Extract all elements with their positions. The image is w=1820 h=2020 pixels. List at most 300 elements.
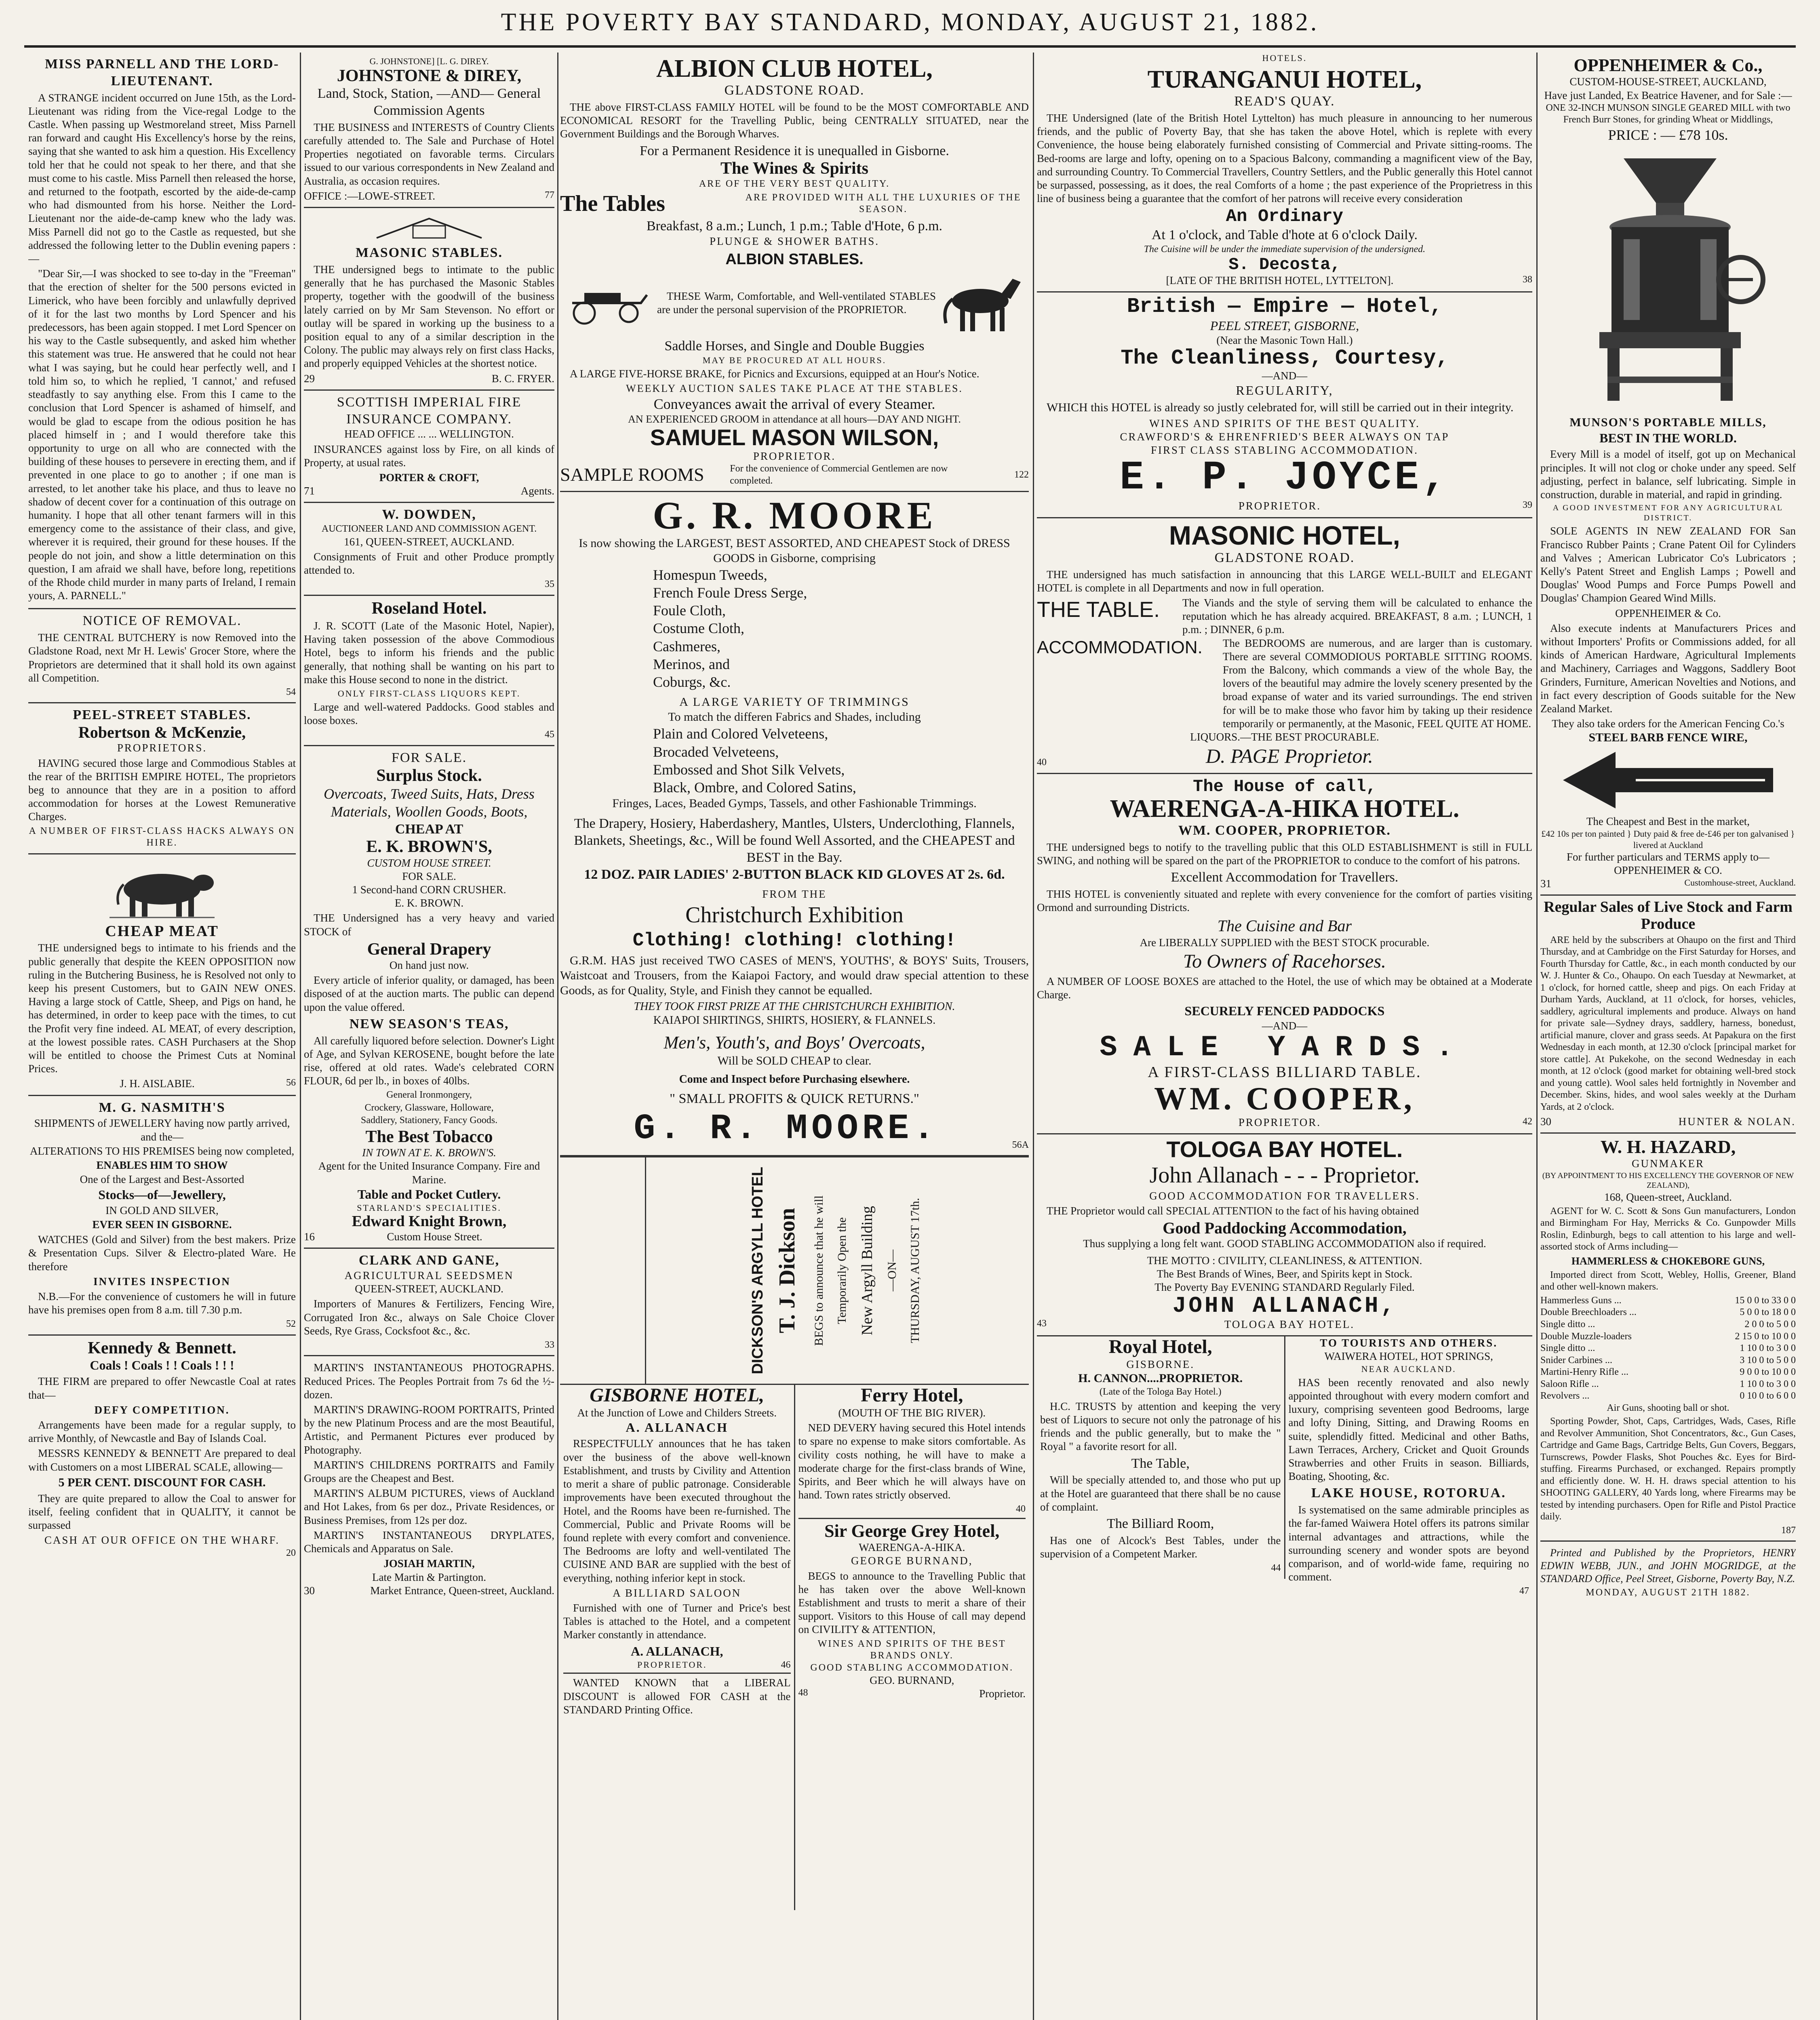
- gun-name: Single ditto ...: [1540, 1343, 1595, 1354]
- ad-cheap-meat: [28, 854, 296, 1096]
- ad-line: HEAD OFFICE ... ... WELLINGTON.: [344, 428, 514, 440]
- ad-line: ENABLES HIM TO SHOW: [96, 1159, 228, 1171]
- ad-line: ALTERATIONS TO HIS PREMISES being now completed,: [29, 1145, 295, 1157]
- article-title: MISS PARNELL AND THE LORD-LIEUTENANT.: [45, 57, 279, 88]
- ad-text: MARTIN'S INSTANTANEOUS PHOTOGRAPHS. Reduced Prices. The Peoples Portrait from 7s 6d the ½-dozen.: [304, 1361, 554, 1401]
- ad-line: E. K. BROWN'S,: [366, 837, 492, 856]
- ad-text: Consignments of Fruit and other Produce promptly attended to.: [304, 550, 554, 577]
- ad-signature: T. J. Dickson: [775, 1208, 800, 1334]
- ad-line: CHEAP AT: [395, 821, 463, 837]
- ad-text: Every article of inferior quality, or damaged, has been disposed of at the auction marts. The public can depend upon the value offered.: [304, 974, 554, 1013]
- gun-name: Snider Carbines ...: [1540, 1355, 1612, 1366]
- list-item: French Foule Dress Serge,: [653, 584, 807, 601]
- column-3: [560, 53, 1029, 2020]
- ad-line: The Tables: [560, 191, 665, 217]
- table-row: [1540, 1319, 1796, 1331]
- ad-line: " SMALL PROFITS & QUICK RETURNS.": [670, 1091, 919, 1107]
- ad-british-empire-hotel: [1037, 292, 1532, 518]
- ad-line: LIQUORS.—THE BEST PROCURABLE.: [1190, 731, 1379, 743]
- ad-line: REGULARITY,: [1236, 383, 1333, 398]
- ad-signature: Edward Knight Brown,: [352, 1213, 507, 1230]
- ad-signature: G. R. MOORE.: [634, 1109, 939, 1149]
- gun-price: 1 10 0 to 3 0 0: [1740, 1343, 1796, 1354]
- ad-line: Breakfast, 8 a.m.; Lunch, 1 p.m.; Table d'Hote, 6 p.m.: [646, 218, 943, 234]
- ad-line: Clothing! clothing! clothing!: [632, 930, 956, 951]
- ad-row-bottom: [560, 1385, 1029, 1910]
- ad-line: AGRICULTURAL SEEDSMEN: [344, 1269, 514, 1281]
- section-label: HOTELS.: [1262, 53, 1307, 63]
- ad-line: For a Permanent Residence it is unequalled in Gisborne.: [640, 143, 949, 158]
- ad-gisborne-hotel: [560, 1385, 794, 1910]
- ad-line: The Cuisine and Bar: [1217, 917, 1352, 935]
- ad-text: WHICH this HOTEL is already so justly celebrated for, will still be carried out in their integrity.: [1047, 400, 1514, 414]
- ad-signature: OPPENHEIMER & Co.: [1615, 607, 1721, 619]
- ad-signature: PORTER & CROFT,: [379, 471, 479, 484]
- ad-line: A LARGE VARIETY OF TRIMMINGS: [679, 695, 910, 709]
- ad-line: NEW SEASON'S TEAS,: [349, 1016, 509, 1031]
- ad-number: 71: [304, 485, 315, 497]
- ad-text: H.C. TRUSTS by attention and keeping the very best of Liquors to secure not only the patronage of his friends and the public generally, but to make the " Royal " a favorite resort for all.: [1040, 1400, 1281, 1453]
- ad-subtitle: ALBION STABLES.: [725, 250, 864, 268]
- ad-title: TO TOURISTS AND OTHERS.: [1320, 1337, 1498, 1349]
- ad-number: 187: [1781, 1525, 1796, 1536]
- ad-line: Air Guns, shooting ball or shot.: [1607, 1402, 1729, 1413]
- ad-number: 48: [798, 1688, 808, 1698]
- ad-line: To match the differen Fabrics and Shades, including: [668, 710, 921, 724]
- list-item: Embossed and Shot Silk Velvets,: [653, 761, 845, 778]
- ad-line: STARLAND'S SPECIALITIES.: [357, 1203, 501, 1213]
- ad-line: GLADSTONE ROAD.: [1214, 550, 1355, 565]
- ad-text: NED DEVERY having secured this Hotel intends to spare no expense to make sitors comfortable. As civility costs nothing, he will have to make a moderate charge for the first-class brands of Wine, Spirits, and Beer which he will always have on hand. Town rates strictly observed.: [798, 1422, 1026, 1501]
- imprint: [1540, 1542, 1796, 1603]
- column-4: [1037, 53, 1532, 2020]
- ad-ek-brown: [304, 746, 554, 1249]
- stable-ornament-icon: [369, 214, 490, 242]
- ad-line: G. JOHNSTONE] [L. G. DIREY.: [369, 56, 489, 66]
- ad-text: The BEDROOMS are numerous, and are larger than is customary. There are several COMMODIOUS PORTABLE SITTING ROOMS. From the Balcony, which commands a view of the whole Bay, the lovers of the beautiful may admire the lovely scenery presented by the broad expanse of water and its varied surroundings. The end striven for will be to make those who favor him by taking up their residence temporarily or permanently, at the Masonic, FEEL QUITE AT HOME.: [1223, 637, 1532, 730]
- ad-line: FIRST CLASS STABLING ACCOMMODATION.: [1151, 444, 1418, 457]
- ad-text: THE Undersigned (late of the British Hotel Lyttelton) has much pleasure in announcing to her numerous friends, and the public of Poverty Bay, that she has taken the above Hotel, which is replete with every Convenience, the house being elaborately furnished consisting of Commercial and Private sitting-rooms. The Bed-rooms are large and lofty, opening on to a Spacious Balcony, commanding a magnificent view of the Bay, and surrounding Country. To Commercial Travellers, Country Settlers, and the Public generally this Hotel cannot be surpassed, possessing, as it does, the real Comforts of a home ; the past experience of the Proprietress in this line of business being a guarantee that the comfort of her patrons will receive every consideration: [1037, 112, 1532, 205]
- ad-text: HAVING secured those large and Commodious Stables at the rear of the BRITISH EMPIRE HOTEL, The proprietors beg to announce that they are in a position to afford accommodation for horses at the Lowest Remunerative Charges.: [28, 757, 296, 823]
- ad-text: All carefully liquored before selection. Downer's Light of Age, and Sylvan KEROSENE, bought before the late rise, offered at old rates. Wade's celebrated CORN FLOUR, 6d per lb., in boxes of 40lbs.: [304, 1034, 554, 1087]
- ad-text: THE undersigned begs to notify to the travelling public that this OLD ESTABLISHMENT is still in FULL SWING, and nothing will be spared on the part of the PROPRIETOR to conduce to the comfort of his patrons.: [1037, 841, 1532, 867]
- ad-line: QUEEN-STREET, AUCKLAND.: [355, 1283, 503, 1295]
- gun-price: 15 0 0 to 33 0 0: [1735, 1295, 1796, 1306]
- ad-signature: GEO. BURNAND,: [870, 1674, 954, 1687]
- ad-title: ALBION CLUB HOTEL,: [656, 55, 933, 82]
- ad-line: HAMMERLESS & CHOKEBORE GUNS,: [1571, 1255, 1765, 1267]
- ad-line: Market Entrance, Queen-street, Auckland.: [370, 1584, 554, 1597]
- ad-role: Late Martin & Partington.: [372, 1571, 486, 1583]
- ad-number: 33: [545, 1339, 554, 1350]
- ad-line: Temporarily Open the: [835, 1217, 849, 1324]
- ad-line: WINES AND SPIRITS OF THE BEST QUALITY.: [1149, 417, 1420, 429]
- ad-line: Agent for the United Insurance Company. Fire and Marine.: [318, 1160, 540, 1186]
- ad-text: MARTIN'S INSTANTANEOUS DRYPLATES, Chemicals and Apparatus on Sale.: [304, 1529, 554, 1555]
- ad-line: Table and Pocket Cutlery.: [357, 1187, 501, 1201]
- ad-line: (BY APPOINTMENT TO HIS EXCELLENCY THE GOVERNOR OF NEW ZEALAND),: [1542, 1171, 1794, 1190]
- ad-number: 44: [1271, 1563, 1281, 1574]
- ad-text: MARTIN'S DRAWING-ROOM PORTRAITS, Printed by the new Platinum Process and are the most Beautiful, Artistic, and Permanent Pictures ever produced by Photography.: [304, 1403, 554, 1456]
- ad-signature: GEORGE BURNAND,: [851, 1555, 973, 1567]
- ad-line: General Drapery: [367, 940, 491, 959]
- ad-title: Sir George Grey Hotel,: [824, 1521, 1000, 1541]
- ad-text: THE Undersigned has a very heavy and varied STOCK of: [304, 912, 554, 938]
- ad-signature: SAMUEL MASON WILSON,: [650, 424, 939, 450]
- ad-line: John Allanach - - - Proprietor.: [1149, 1163, 1420, 1188]
- ad-line: IN GOLD AND SILVER,: [105, 1204, 219, 1216]
- ad-line: Is now showing the LARGEST, BEST ASSORTED, AND CHEAPEST Stock of DRESS GOODS in Gisborne, comprising: [579, 536, 1010, 565]
- ad-line: Customhouse-street, Auckland.: [1684, 877, 1796, 888]
- ad-line: CUSTOM-HOUSE-STREET, AUCKLAND,: [1569, 76, 1767, 88]
- imprint-date: MONDAY, AUGUST 21TH 1882.: [1586, 1587, 1750, 1598]
- ad-signature: A. ALLANACH,: [631, 1643, 723, 1658]
- ad-line: The Best Tobacco: [365, 1127, 493, 1146]
- column-rule: [557, 53, 558, 2020]
- ad-text: J. R. SCOTT (Late of the Masonic Hotel, Napier), Having taken possession of the above Commodious Hotel, begs to inform his friends and the public generally, that nothing shall be wanting on his part to make this House second to none in the district.: [304, 620, 554, 686]
- ad-line: Saddlery, Stationery, Fancy Goods.: [360, 1115, 498, 1126]
- ad-text: Importers of Manures & Fertilizers, Fencing Wire, Corrugated Iron &c., always on Sale Choice Clover Seeds, Rye Grass, Cocksfoot &c., &c.: [304, 1298, 554, 1337]
- ad-role: GUNMAKER: [1631, 1157, 1704, 1170]
- ad-line: MUNSON'S PORTABLE MILLS,: [1569, 416, 1767, 429]
- gun-name: Single ditto ...: [1540, 1319, 1595, 1330]
- ad-text: INSURANCES against loss by Fire, on all kinds of Property, at usual rates.: [304, 443, 554, 469]
- ad-text: THE above FIRST-CLASS FAMILY HOTEL will be found to be the MOST COMFORTABLE AND ECONOMICAL RESORT for the Travelling Public, being CENTRALLY SITUATED, near the Government Buildings and the Borough Wharves.: [560, 101, 1029, 140]
- ad-line: Stocks—of—Jewellery,: [98, 1187, 226, 1202]
- ad-line: AN EXPERIENCED GROOM in attendance at all hours—DAY AND NIGHT.: [628, 413, 961, 425]
- column-rule: [300, 53, 301, 2020]
- horse-illustration-icon: [936, 271, 1029, 335]
- ad-text: MARTIN'S ALBUM PICTURES, views of Auckland and Hot Lakes, from 6s per doz., Private Residences, or Business Premises, from 12s per doz.: [304, 1487, 554, 1526]
- ad-line: Will be SOLD CHEAP to clear.: [717, 1054, 872, 1067]
- list-item: Merinos, and: [653, 656, 730, 672]
- ad-text: THESE Warm, Comfortable, and Well-ventilated STABLES are under the personal supervision of the PROPRIETOR.: [657, 290, 936, 316]
- ad-number: 38: [1523, 274, 1532, 285]
- ad-line: SAMPLE ROOMS: [560, 464, 704, 485]
- ad-line: One of the Largest and Best-Assorted: [80, 1173, 244, 1186]
- ad-title: OPPENHEIMER & Co.,: [1574, 55, 1763, 75]
- ad-line: Land, Stock, Station, —AND— General Commission Agents: [317, 86, 541, 118]
- gun-price: 5 0 0 to 18 0 0: [1740, 1307, 1796, 1318]
- ad-text: SOLE AGENTS IN NEW ZEALAND FOR San Francisco Rubber Paints ; Crane Patent Oil for Cylinders and Valves ; American Lubricator Co's Lubricators ; Kelly's Patent Street and English Lamps ; Powell and Douglas' Wood Pumps and Force Pumps Powell and Douglas' Champion Geared Wind Mills.: [1540, 525, 1796, 604]
- ad-line: General Ironmongery,: [386, 1090, 472, 1100]
- ad-line: At the Junction of Lowe and Childers Streets.: [577, 1406, 777, 1419]
- ad-line: Excellent Accommodation for Travellers.: [1171, 870, 1399, 885]
- ad-line: ONE 32-INCH MUNSON SINGLE GEARED MILL with two French Burr Stones, for grinding Wheat or Middlings,: [1546, 102, 1791, 125]
- ad-line: A FIRST-CLASS BILLIARD TABLE.: [1148, 1064, 1422, 1081]
- ad-signature: JOHN ALLANACH,: [1172, 1293, 1397, 1319]
- table-row: [1540, 1307, 1796, 1319]
- ad-line: On hand just now.: [389, 959, 469, 971]
- ad-masonic-hotel: [1037, 518, 1532, 774]
- column-1: [28, 53, 296, 2020]
- ad-line: MAY BE PROCURED AT ALL HOURS.: [702, 355, 887, 365]
- column-rule: [1536, 53, 1538, 2020]
- ad-line: WEEKLY AUCTION SALES TAKE PLACE AT THE STABLES.: [626, 382, 963, 394]
- ad-number: 39: [1522, 500, 1532, 511]
- ad-line: Good Paddocking Accommodation,: [1163, 1219, 1407, 1237]
- table-row: [1540, 1331, 1796, 1343]
- ad-text: BEGS to announce to the Travelling Public that he has taken over the above Well-known Establishment and trusts to merit a share of their support. Visitors to this House of call may depend on CIVILITY & ATTENTION,: [798, 1570, 1026, 1636]
- ad-title: Regular Sales of Live Stock and Farm Produce: [1544, 898, 1793, 932]
- ad-number: 54: [286, 686, 296, 697]
- ad-text: THE undersigned begs to intimate to his friends and the public generally that despite the KEEN OPPOSITION now ruling in the Butchering Business, he is Resolved not only to keep his present Customers, but to GAIN NEW ONES. Having a large stock of Cattle, Sheep, and Pigs on hand, he has determined, in order to keep pace with the times, to cut the Profit very fine indeed. AL MEAT, of every description, at the lowest possible rates. CASH Purchasers at the Shop will be entitled to choose the Primest Cuts at Nominal Prices.: [28, 942, 296, 1075]
- ad-line: Have just Landed, Ex Beatrice Havener, and for Sale :—: [1544, 89, 1792, 101]
- ad-line: IN TOWN AT E. K. BROWN'S.: [362, 1147, 496, 1159]
- ad-title: British — Empire — Hotel,: [1127, 295, 1443, 319]
- ad-albion-club-hotel: [560, 53, 1029, 492]
- ad-royal-hotel: [1037, 1336, 1284, 1579]
- ad-title: SCOTTISH IMPERIAL FIRE INSURANCE COMPANY.: [337, 394, 522, 427]
- ad-note: A NUMBER OF FIRST-CLASS HACKS ALWAYS ON HIRE.: [29, 825, 295, 848]
- ad-role: PROPRIETOR.: [1238, 500, 1321, 512]
- ad-line: THE TABLE.: [1037, 598, 1160, 622]
- gun-price: 2 15 0 to 10 0 0: [1735, 1331, 1796, 1342]
- ad-number: 40: [1016, 1504, 1026, 1515]
- ad-wanted-known: WANTED KNOWN that a LIBERAL DISCOUNT is allowed FOR CASH at the STANDARD Printing Office.: [563, 1673, 791, 1717]
- ad-number: 30: [304, 1584, 315, 1597]
- ad-row-bottom: [1037, 1336, 1532, 1597]
- ad-line: GLADSTONE ROAD.: [724, 83, 865, 98]
- ad-number: 42: [1522, 1116, 1532, 1127]
- ad-line: Crockery, Glassware, Holloware,: [364, 1102, 494, 1113]
- ad-line: The House of call,: [1193, 776, 1376, 796]
- ad-text: Also execute indents at Manufacturers Prices and without Importers' Profits or Commissions added, for all kinds of American Hardware, Agricultural Implements and Machinery, Carriages and Waggons, Saddlery Boot Grinders, Furniture, American Novelties and Notions, and in fact every description of Goods suitable for the New Zealand Market.: [1540, 622, 1796, 715]
- ad-line: NEAR AUCKLAND.: [1361, 1364, 1456, 1374]
- ad-peel-stables: [28, 703, 296, 854]
- ad-number: 31: [1540, 877, 1551, 890]
- ad-text: N.B.—For the convenience of customers he will in future have his premises open from 8 a.m. till 7.30 p.m.: [28, 1290, 296, 1316]
- ad-text: THE Proprietor would call SPECIAL ATTENTION to the fact of his having obtained: [1047, 1205, 1419, 1217]
- table-row: [1540, 1342, 1796, 1355]
- ad-line: THE MOTTO : CIVILITY, CLEANLINESS, & ATTENTION.: [1147, 1254, 1422, 1267]
- ad-title: CLARK AND GANE,: [358, 1253, 500, 1268]
- ad-line: The Cuisine will be under the immediate supervision of the undersigned.: [1144, 244, 1426, 255]
- ad-line: FROM THE: [762, 888, 827, 901]
- ad-line: £42 10s per ton painted } Duty paid & free de-£46 per ton galvanised } livered at Auckland: [1541, 829, 1795, 850]
- ad-title: Royal Hotel,: [1108, 1336, 1212, 1358]
- ad-line: At 1 o'clock, and Table d'hote at 6 o'clock Daily.: [1151, 227, 1418, 242]
- ad-line: The Cleanliness, Courtesy,: [1121, 346, 1449, 370]
- gun-price: 1 10 0 to 3 0 0: [1740, 1378, 1796, 1389]
- ad-line: For the convenience of Commercial Gentlemen are now completed.: [730, 463, 948, 486]
- ad-line: —AND—: [1262, 1019, 1308, 1032]
- barbed-wire-arrow-icon: [1555, 748, 1781, 812]
- ad-gr-moore: [560, 492, 1029, 1156]
- ad-signature: WM. COOPER,: [1154, 1081, 1415, 1117]
- ad-line: The Billiard Room,: [1107, 1516, 1214, 1531]
- ad-text: Every Mill is a model of itself, got up on Mechanical principles. It will not clog or choke under any speed. Self adjusting, perfect in balance, self lubricating. Simple in construction, durable in material, and rapid in grinding.: [1540, 448, 1796, 501]
- imprint-text: Printed and Published by the Proprietors, HENRY EDWIN WEBB, JUN., and JOHN MOGRIDGE, at the STANDARD Office, Peel Street, Gisborne, Poverty Bay, N.Z.: [1540, 1547, 1796, 1585]
- ad-text: They are quite prepared to allow the Coal to answer for itself, feeling confident that in QUALITY, it cannot be surpassed: [28, 1492, 296, 1532]
- ad-title: DICKSON'S ARGYLL HOTEL: [749, 1167, 766, 1374]
- ad-text: The Drapery, Hosiery, Haberdashery, Mantles, Ulsters, Underclothing, Flannels, Blankets, Sheetings, &c., Will be found Well Assorted, and the CHEAPEST and BEST in the Bay.: [574, 816, 1015, 865]
- ad-line: Custom House Street.: [387, 1230, 482, 1243]
- ad-text: Large and well-watered Paddocks. Good stables and loose boxes.: [304, 701, 554, 727]
- ad-line: Christchurch Exhibition: [685, 902, 904, 928]
- list-item: Homespun Tweeds,: [653, 566, 767, 583]
- ad-number: 56: [286, 1077, 296, 1088]
- ad-number: 47: [1519, 1586, 1529, 1597]
- ad-line: WAERENGA-A-HIKA.: [859, 1541, 965, 1554]
- ad-line: READ'S QUAY.: [1234, 94, 1335, 109]
- ad-title: CHEAP MEAT: [105, 922, 219, 940]
- gun-name: Double Breechloaders ...: [1540, 1307, 1637, 1318]
- ad-line: The Table,: [1131, 1456, 1190, 1471]
- masthead-title: THE POVERTY BAY STANDARD, MONDAY, AUGUST 21, 1882.: [501, 8, 1319, 36]
- ad-title: MASONIC STABLES.: [356, 245, 503, 261]
- ad-number: 29: [304, 372, 315, 385]
- column-2: [304, 53, 554, 2020]
- ad-text: G.R.M. HAS just received TWO CASES of MEN'S, YOUTHS', & BOYS' Suits, Trousers, Waistcoat and Trousers, from the Kaiapoi Factory, and would draw special attention to these Goods, as for Quality, Style, and Finish they cannot be equalled.: [560, 954, 1029, 997]
- ad-number: 56A: [1012, 1139, 1029, 1150]
- ad-line: TOLOGA BAY HOTEL.: [1224, 1318, 1355, 1331]
- ad-line: (Near the Masonic Town Hall.): [1216, 334, 1353, 347]
- ad-role: AUCTIONEER LAND AND COMMISSION AGENT.: [321, 524, 537, 534]
- ad-text: THE CENTRAL BUTCHERY is now Removed into the Gladstone Road, next Mr H. Lewis' Grocer Store, where the Proprietors are determined that it shall hold its own against all Competition.: [28, 631, 296, 684]
- ad-text: AGENT for W. C. Scott & Sons Gun manufacturers, London and Birmingham For Hay, Merricks & Co. Gunpowder Mills Roslin, Edinburgh, begs to call attention to his large and well-assorted stock of Arms including—: [1540, 1206, 1796, 1252]
- ad-text: Is systematised on the same admirable principles as the far-famed Waiwera Hotel offers its patrons similar internal advantages and attractions, while the surrounding scenery and wonder spots are beyond comparison, and of world-wide fame, requiring no comment.: [1288, 1504, 1529, 1583]
- ad-text: MARTIN'S CHILDRENS PORTRAITS and Family Groups are the Cheapest and Best.: [304, 1458, 554, 1485]
- cow-illustration-icon: [101, 860, 223, 921]
- ad-title: Roseland Hotel.: [371, 599, 487, 618]
- ad-line: The Wines & Spirits: [720, 159, 869, 178]
- gun-name: Saloon Rifle ...: [1540, 1378, 1599, 1389]
- ad-line: (Late of the Tologa Bay Hotel.): [1099, 1387, 1222, 1397]
- gun-price: 3 10 0 to 5 0 0: [1740, 1355, 1796, 1366]
- ad-line: GOOD ACCOMMODATION FOR TRAVELLERS.: [1149, 1190, 1420, 1202]
- ad-title: JOHNSTONE & DIREY,: [337, 67, 522, 86]
- ad-line: The Best Brands of Wines, Beer, and Spirits kept in Stock.: [1156, 1267, 1413, 1280]
- ad-text: MESSRS KENNEDY & BENNETT Are prepared to deal with Customers on a most LIBERAL SCALE, allowing—: [28, 1447, 296, 1473]
- ad-hunter-nolan: [1540, 896, 1796, 1134]
- ad-line: DEFY COMPETITION.: [94, 1403, 230, 1416]
- ad-text: WATCHES (Gold and Silver) from the best makers. Prize & Presentation Cups. Silver & Electro-plated Ware. He therefore: [28, 1233, 296, 1273]
- ad-line: —ON—: [885, 1250, 899, 1292]
- ad-line: New Argyll Building: [858, 1206, 876, 1336]
- ad-number: 16: [304, 1230, 315, 1243]
- ad-line: INVITES INSPECTION: [93, 1275, 231, 1288]
- column-rule: [1033, 53, 1034, 2020]
- ad-number: 40: [1037, 757, 1047, 768]
- ad-title: Kennedy & Bennett.: [88, 1338, 236, 1357]
- ad-roseland: [304, 596, 554, 746]
- ad-line: WAIWERA HOTEL, HOT SPRINGS,: [1324, 1350, 1493, 1363]
- gun-price: 0 10 0 to 6 0 0: [1740, 1391, 1796, 1401]
- ad-line: Come and Inspect before Purchasing elsewhere.: [679, 1073, 910, 1086]
- ad-line: Conveyances await the arrival of every Steamer.: [653, 396, 935, 412]
- ad-line: Men's, Youth's, and Boys' Overcoats,: [664, 1032, 925, 1052]
- ad-line: Coals ! Coals ! ! Coals ! ! !: [90, 1358, 234, 1373]
- ad-line: EVER SEEN IN GISBORNE.: [92, 1218, 232, 1231]
- ad-turanganui-hotel: [1037, 63, 1532, 292]
- ad-title: TURANGANUI HOTEL,: [1147, 66, 1422, 94]
- ad-line: (MOUTH OF THE BIG RIVER).: [838, 1406, 986, 1419]
- ad-text: Will be specially attended to, and those who put up at the Hotel are guaranteed that there shall be no cause of complaint.: [1040, 1474, 1281, 1513]
- ad-line: To Owners of Racehorses.: [1183, 950, 1386, 972]
- ad-line: KAIAPOI SHIRTINGS, SHIRTS, HOSIERY, & FLANNELS.: [653, 1014, 936, 1027]
- ad-text: Furnished with one of Turner and Price's best Tables is attached to the Hotel, and a competent Marker constantly in attendance.: [563, 1601, 791, 1641]
- ad-line: The Cheapest and Best in the market,: [1586, 815, 1750, 828]
- ad-title: G. R. MOORE: [653, 494, 936, 537]
- ad-number: 35: [545, 579, 554, 590]
- ad-number: 122: [1014, 469, 1029, 480]
- ad-signature: HUNTER & NOLAN.: [1678, 1115, 1796, 1128]
- ad-line: [LATE OF THE BRITISH HOTEL, LYTTELTON].: [1166, 274, 1394, 287]
- article-paragraph: "Dear Sir,—I was shocked to see to-day in the "Freeman" that the erection of shelter for the 500 persons evicted in Limerick, who have been forcibly and unlawfully deprived of it for the last two months by Lord Spencer and his predecessors, has been again stopped. I met Lord Spencer on his way to the Castle subsequently, and asked him whether this statement was true. He answered that he could not hear what I was saying, but he could hear perfectly well, and I told him so, to which he replied, 'I cannot,' and refused steadfastly to say anything else. From this I came to the conclusion that Lord Spencer is ashamed of himself, and would be glad to escape from the odious position he has placed himself in ; and I would therefore take this opportunity to urge on all who are connected with the building of these houses to persevere in erecting them, and if prevented in one place to go to another ; if one man is arrested, to let another take his place, and thus to leave no shadow of decent cover for a continuation of this outrage on humanity. I hope that all other tenant farmers will in this emergency come to the assistance of their class, and give, wherever it is required, their ground for these houses. If the people do not join, and show a little determination on this question, I am afraid we shall have, before long, repetitions of the Rhode child murder in many parts of Ireland, I remain yours, A. PARNELL.": [28, 267, 296, 602]
- ad-line: THEY TOOK FIRST PRIZE AT THE CHRISTCHURCH EXHIBITION.: [634, 1000, 955, 1013]
- ad-text: ARE held by the subscribers at Ohaupo on the first and Third Thursday, and at Cambridge on the First Saturday for Horses, and Fourth Thursday for Cattle, &c., in each month conducted by our W. J. Hunter & Co., Ohaupo. On each Tuesday at Newmarket, at 1 o'clock, for horned cattle, sheep and pigs. On each Friday at Durham Yards, Auckland, at 11 o'clock, for horses, vehicles, saddlery, agricultural implements and produce. Always on hand for private sale—Sydney drays, saddlery, harness, bonedust, artificial manure, clover and grass seeds. At Papakura on the first Wednesday in each month, at 12.30 o'clock [principal market for store cattle]. At Pukekohe, on the second Wednesday in each month, at 12 o'clock (good market for obtaining well-bred stock and young cattle). Wool sales held fortnightly in November and December. Skins, hides, and wool sales weekly at the Durham Yards, at 2 o'clock.: [1540, 934, 1796, 1112]
- ad-text: A LARGE FIVE-HORSE BRAKE, for Picnics and Excursions, equipped at an Hour's Notice.: [570, 367, 980, 380]
- list-item: Brocaded Velveteens,: [653, 743, 779, 760]
- ad-role: PROPRIETOR.: [637, 1659, 707, 1670]
- ad-line: ARE PROVIDED WITH ALL THE LUXURIES OF THE SEASON.: [745, 192, 1022, 215]
- ad-firm: Robertson & McKenzie,: [78, 723, 246, 742]
- ad-line: 1 Second-hand CORN CRUSHER.: [352, 883, 506, 896]
- ad-line: Fringes, Laces, Beaded Gymps, Tassels, and other Fashionable Trimmings.: [612, 797, 977, 810]
- ad-ferry-hotel: [794, 1385, 1029, 1910]
- ad-text: THE undersigned has much satisfaction in announcing that this LARGE WELL-BUILT and ELEGANT HOTEL is complete in all Departments and now in full operation.: [1037, 568, 1532, 594]
- masthead-rule: [24, 45, 1796, 48]
- ad-line: SHIPMENTS of JEWELLERY having now partly arrived, and the—: [34, 1117, 290, 1143]
- ad-line: A GOOD INVESTMENT FOR ANY AGRICULTURAL DISTRICT.: [1552, 503, 1784, 522]
- ad-nasmith: [28, 1096, 296, 1336]
- ad-title: GISBORNE HOTEL,: [590, 1385, 765, 1406]
- ad-text: The Viands and the style of serving them will be calculated to enhance the reputation which he has already acquired. BREAKFAST, 8 a.m. ; LUNCH, 1 p.m. ; DINNER, 6 p.m.: [1182, 597, 1532, 636]
- ad-number: 30: [1540, 1115, 1551, 1128]
- ad-signature: B. C. FRYER.: [491, 372, 554, 385]
- ad-line: PEEL STREET, GISBORNE,: [1210, 318, 1359, 333]
- ad-signature: WM. COOPER, PROPRIETOR.: [1178, 823, 1391, 838]
- ad-line: LAKE HOUSE, ROTORUA.: [1311, 1486, 1506, 1501]
- ad-line: —AND—: [1262, 370, 1308, 382]
- ad-line: ONLY FIRST-CLASS LIQUORS KEPT.: [337, 688, 521, 699]
- gun-price-table: [1540, 1295, 1796, 1402]
- ad-title: Ferry Hotel,: [861, 1385, 963, 1406]
- list-item: Plain and Colored Velveteens,: [653, 726, 828, 742]
- ad-signature: A. ALLANACH: [626, 1420, 728, 1435]
- list-item: Cashmeres,: [653, 638, 720, 654]
- ad-tourists: [1284, 1336, 1533, 1597]
- ad-signature: JOSIAH MARTIN,: [383, 1557, 475, 1570]
- ad-text: Arrangements have been made for a regular supply, to arrive Monthly, of Newcastle and Bay of Islands Coal.: [28, 1419, 296, 1445]
- ad-sir-george-grey-hotel: [798, 1518, 1026, 1701]
- ad-oppenheimer: [1540, 53, 1796, 896]
- ad-title: W. H. HAZARD,: [1600, 1136, 1736, 1157]
- article-paragraph: A STRANGE incident occurred on June 15th, as the Lord-Lieutenant was riding from the Vice-regal Lodge to the Castle. When passing up Westmoreland street, Miss Parnell ran forward and caught His Excellency's horse by the reins, saying that she wanted to ask him a question. His Excellency told her that he could not speak to her there, and that she must come to his castle. Miss Parnell then released the horse, and returned to the footpath, escorted by the aide-de-camp who had dismounted from his horse. Neither the Lord-Lieutenant nor the aide-de-camp knew who the lady was. Miss Parnell did not go to the Castle as requested, but she addressed the following letter to the Dublin evening papers :—: [28, 91, 296, 265]
- table-row: [1540, 1366, 1796, 1378]
- ad-waerenga-a-hika-hotel: [1037, 774, 1532, 1135]
- ad-removal: [28, 609, 296, 703]
- ad-signature: H. CANNON....PROPRIETOR.: [1078, 1372, 1243, 1385]
- munson-mill-illustration-icon: [1563, 146, 1773, 413]
- list-item: Costume Cloth,: [653, 620, 745, 637]
- ad-text: HAS been recently renovated and also newly appointed throughout with every modern comfort and luxury, comprising seventeen good Bedrooms, large and lofty Dining, Sitting, and Drawing Rooms en suite, splendidly fitted. Medicinal and other Baths, Lawn Terraces, Archery, Cricket and Quoit Grounds Strawberries and other Fruits in season. Billiards, Boating, Shooting, &c.: [1288, 1376, 1529, 1483]
- ad-line: CASH AT OUR OFFICE ON THE WHARF.: [44, 1534, 280, 1547]
- ad-line: Are LIBERALLY SUPPLIED with the BEST STOCK procurable.: [1140, 936, 1430, 949]
- list-item: Coburgs, &c.: [653, 674, 731, 690]
- ad-title: PEEL-STREET STABLES.: [73, 707, 251, 723]
- ad-line: CUSTOM HOUSE STREET.: [367, 856, 491, 869]
- gun-name: Martini-Henry Rifle ...: [1540, 1367, 1628, 1378]
- ad-line: BEGS to announce that he will: [812, 1195, 826, 1346]
- column-5: [1540, 53, 1796, 2020]
- table-row: [1540, 1390, 1796, 1402]
- ad-line: WINES AND SPIRITS OF THE BEST BRANDS ONLY.: [817, 1638, 1006, 1661]
- ad-text: Sporting Powder, Shot, Caps, Cartridges, Wads, Cases, Rifle and Revolver Ammunition, Shot Concentrators, &c., Gun Cases, Cartridge and Game Bags, Cartridge Belts, Gun Covers, Beggars, Turnscrews, Powder Flasks, Shot Pouches &c. Eyes for Bird-stuffing. Firearms Purchased, or exchanged. Repairs promptly and efficiently done. W. H. H. draws special attention to his SHOOTING GALLERY, 40 Yards long, where Firearms may be tested by intending purchasers. Open for Rifle and Pistol Practice daily.: [1540, 1416, 1796, 1522]
- ad-role: PROPRIETOR.: [753, 450, 836, 462]
- ad-signature: E. K. BROWN.: [394, 897, 464, 909]
